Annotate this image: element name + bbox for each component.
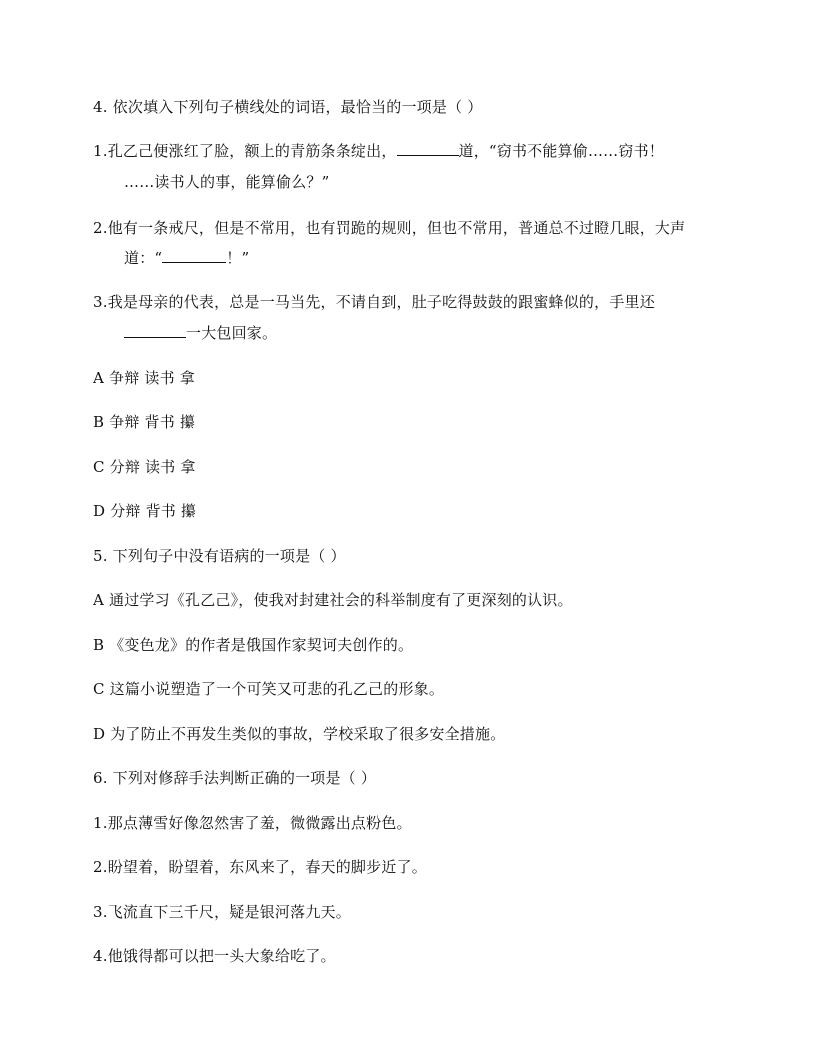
question-6-item-3: 3.飞流直下三千尺，疑是银河落九天。 [93,903,351,921]
answer-blank-2 [162,248,226,263]
question-5-option-a: A 通过学习《孔乙己》，使我对封建社会的科举制度有了更深刻的认识。 [93,591,573,609]
question-4-stem: 4. 依次填入下列句子横线处的词语，最恰当的一项是（ ） [93,98,483,116]
sentence-3-after-blank: 一大包回家。 [186,324,278,342]
sentence-1-after-blank: 道，“窃书不能算偷……窃书！ [458,142,664,160]
question-4-sentence-3: 3.我是母亲的代表，总是一马当先，不请自到，肚子吃得鼓鼓的跟蜜蜂似的，手里还 [93,293,655,311]
question-4-option-b: B 争辩 背书 攥 [93,413,196,431]
question-4-sentence-1 [93,141,664,161]
question-5-option-d: D 为了防止不再发生类似的事故，学校采取了很多安全措施。 [93,725,506,743]
question-6-stem: 6. 下列对修辞手法判断正确的一项是（ ） [93,769,377,787]
question-6-item-2: 2.盼望着，盼望着，东风来了，春天的脚步近了。 [93,858,427,876]
question-5-stem: 5. 下列句子中没有语病的一项是（ ） [93,547,346,565]
question-6-item-4: 4.他饿得都可以把一头大象给吃了。 [93,947,336,965]
sentence-2-before-blank: 道：“ [124,249,163,267]
question-4-sentence-1-continued: ……读书人的事，能算偷么？” [124,173,330,191]
question-4-sentence-3-continued [124,323,277,343]
question-5-option-c: C 这篇小说塑造了一个可笑又可悲的孔乙己的形象。 [93,680,445,698]
answer-blank-3 [124,323,186,338]
question-4-option-d: D 分辩 背书 攥 [93,502,197,520]
question-4-option-c: C 分辩 读书 拿 [93,458,196,476]
question-6-item-1: 1.那点薄雪好像忽然害了羞，微微露出点粉色。 [93,814,412,832]
sentence-1-before-blank: 1.孔乙己便涨红了脸，额上的青筋条条绽出， [93,142,397,160]
question-4-sentence-2-continued [124,248,249,268]
question-4-option-a: A 争辩 读书 拿 [93,369,195,387]
question-5-option-b: B 《变色龙》的作者是俄国作家契诃夫创作的。 [93,636,414,654]
sentence-2-after-blank: ！” [226,249,250,267]
question-4-sentence-2: 2.他有一条戒尺，但是不常用，也有罚跪的规则，但也不常用，普通总不过瞪几眼，大声 [93,219,686,237]
answer-blank-1 [397,141,459,156]
